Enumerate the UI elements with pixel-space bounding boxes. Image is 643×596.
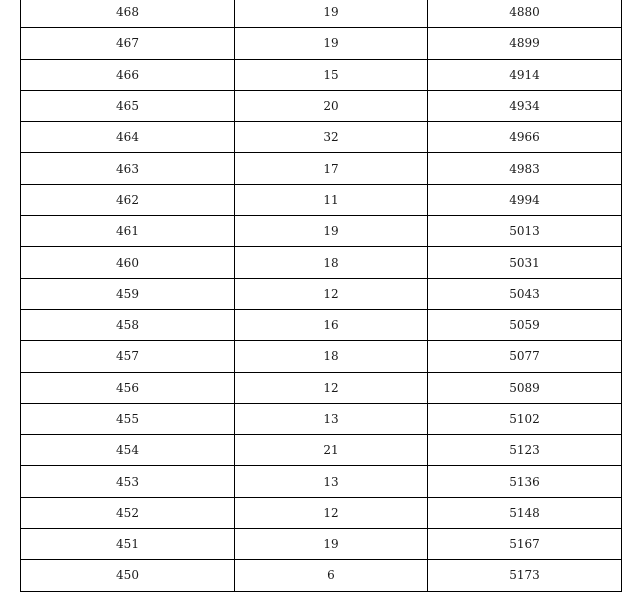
count-cell: 18: [235, 341, 428, 372]
cumulative-cell: 5059: [428, 309, 622, 340]
count-cell: 13: [235, 466, 428, 497]
score-cell: 453: [21, 466, 235, 497]
score-cell: 456: [21, 372, 235, 403]
count-cell: 12: [235, 372, 428, 403]
table-row: [21, 403, 622, 434]
score-cell: 455: [21, 403, 235, 434]
cumulative-cell: 5136: [428, 466, 622, 497]
cumulative-cell: 5167: [428, 529, 622, 560]
score-cell: 466: [21, 59, 235, 90]
count-cell: 17: [235, 153, 428, 184]
table-row: [21, 341, 622, 372]
score-table: [20, 0, 622, 592]
table-row: [21, 466, 622, 497]
score-cell: 457: [21, 341, 235, 372]
cumulative-cell: 5031: [428, 247, 622, 278]
table-row: [21, 278, 622, 309]
count-cell: 6: [235, 560, 428, 591]
table-row: [21, 247, 622, 278]
count-cell: 16: [235, 309, 428, 340]
table-row: [21, 497, 622, 528]
count-cell: 20: [235, 90, 428, 121]
cumulative-cell: 5043: [428, 278, 622, 309]
cumulative-cell: 5089: [428, 372, 622, 403]
cumulative-cell: 5102: [428, 403, 622, 434]
cumulative-cell: 4914: [428, 59, 622, 90]
cumulative-cell: 5123: [428, 435, 622, 466]
cumulative-cell: 4994: [428, 184, 622, 215]
count-cell: 19: [235, 28, 428, 59]
cumulative-cell: 5173: [428, 560, 622, 591]
table-row: [21, 309, 622, 340]
count-cell: 19: [235, 0, 428, 28]
count-cell: 15: [235, 59, 428, 90]
score-cell: 460: [21, 247, 235, 278]
table-row: [21, 90, 622, 121]
count-cell: 19: [235, 529, 428, 560]
score-table-container: [20, 0, 621, 592]
table-row: [21, 153, 622, 184]
table-row: [21, 372, 622, 403]
table-row: [21, 28, 622, 59]
cumulative-cell: 4880: [428, 0, 622, 28]
count-cell: 13: [235, 403, 428, 434]
table-row: [21, 560, 622, 591]
cumulative-cell: 4934: [428, 90, 622, 121]
count-cell: 19: [235, 216, 428, 247]
cumulative-cell: 4899: [428, 28, 622, 59]
table-body: [21, 0, 622, 591]
table-row: [21, 59, 622, 90]
count-cell: 18: [235, 247, 428, 278]
cumulative-cell: 5077: [428, 341, 622, 372]
score-cell: 451: [21, 529, 235, 560]
score-cell: 468: [21, 0, 235, 28]
table-row: [21, 122, 622, 153]
cumulative-cell: 5013: [428, 216, 622, 247]
table-row: [21, 0, 622, 28]
score-cell: 465: [21, 90, 235, 121]
score-cell: 458: [21, 309, 235, 340]
count-cell: 12: [235, 497, 428, 528]
score-cell: 459: [21, 278, 235, 309]
count-cell: 12: [235, 278, 428, 309]
count-cell: 11: [235, 184, 428, 215]
score-cell: 467: [21, 28, 235, 59]
table-row: [21, 529, 622, 560]
score-cell: 450: [21, 560, 235, 591]
score-cell: 461: [21, 216, 235, 247]
cumulative-cell: 5148: [428, 497, 622, 528]
table-row: [21, 184, 622, 215]
score-cell: 454: [21, 435, 235, 466]
table-row: [21, 216, 622, 247]
score-cell: 464: [21, 122, 235, 153]
count-cell: 21: [235, 435, 428, 466]
count-cell: 32: [235, 122, 428, 153]
score-cell: 452: [21, 497, 235, 528]
cumulative-cell: 4966: [428, 122, 622, 153]
cumulative-cell: 4983: [428, 153, 622, 184]
score-cell: 462: [21, 184, 235, 215]
score-cell: 463: [21, 153, 235, 184]
table-row: [21, 435, 622, 466]
